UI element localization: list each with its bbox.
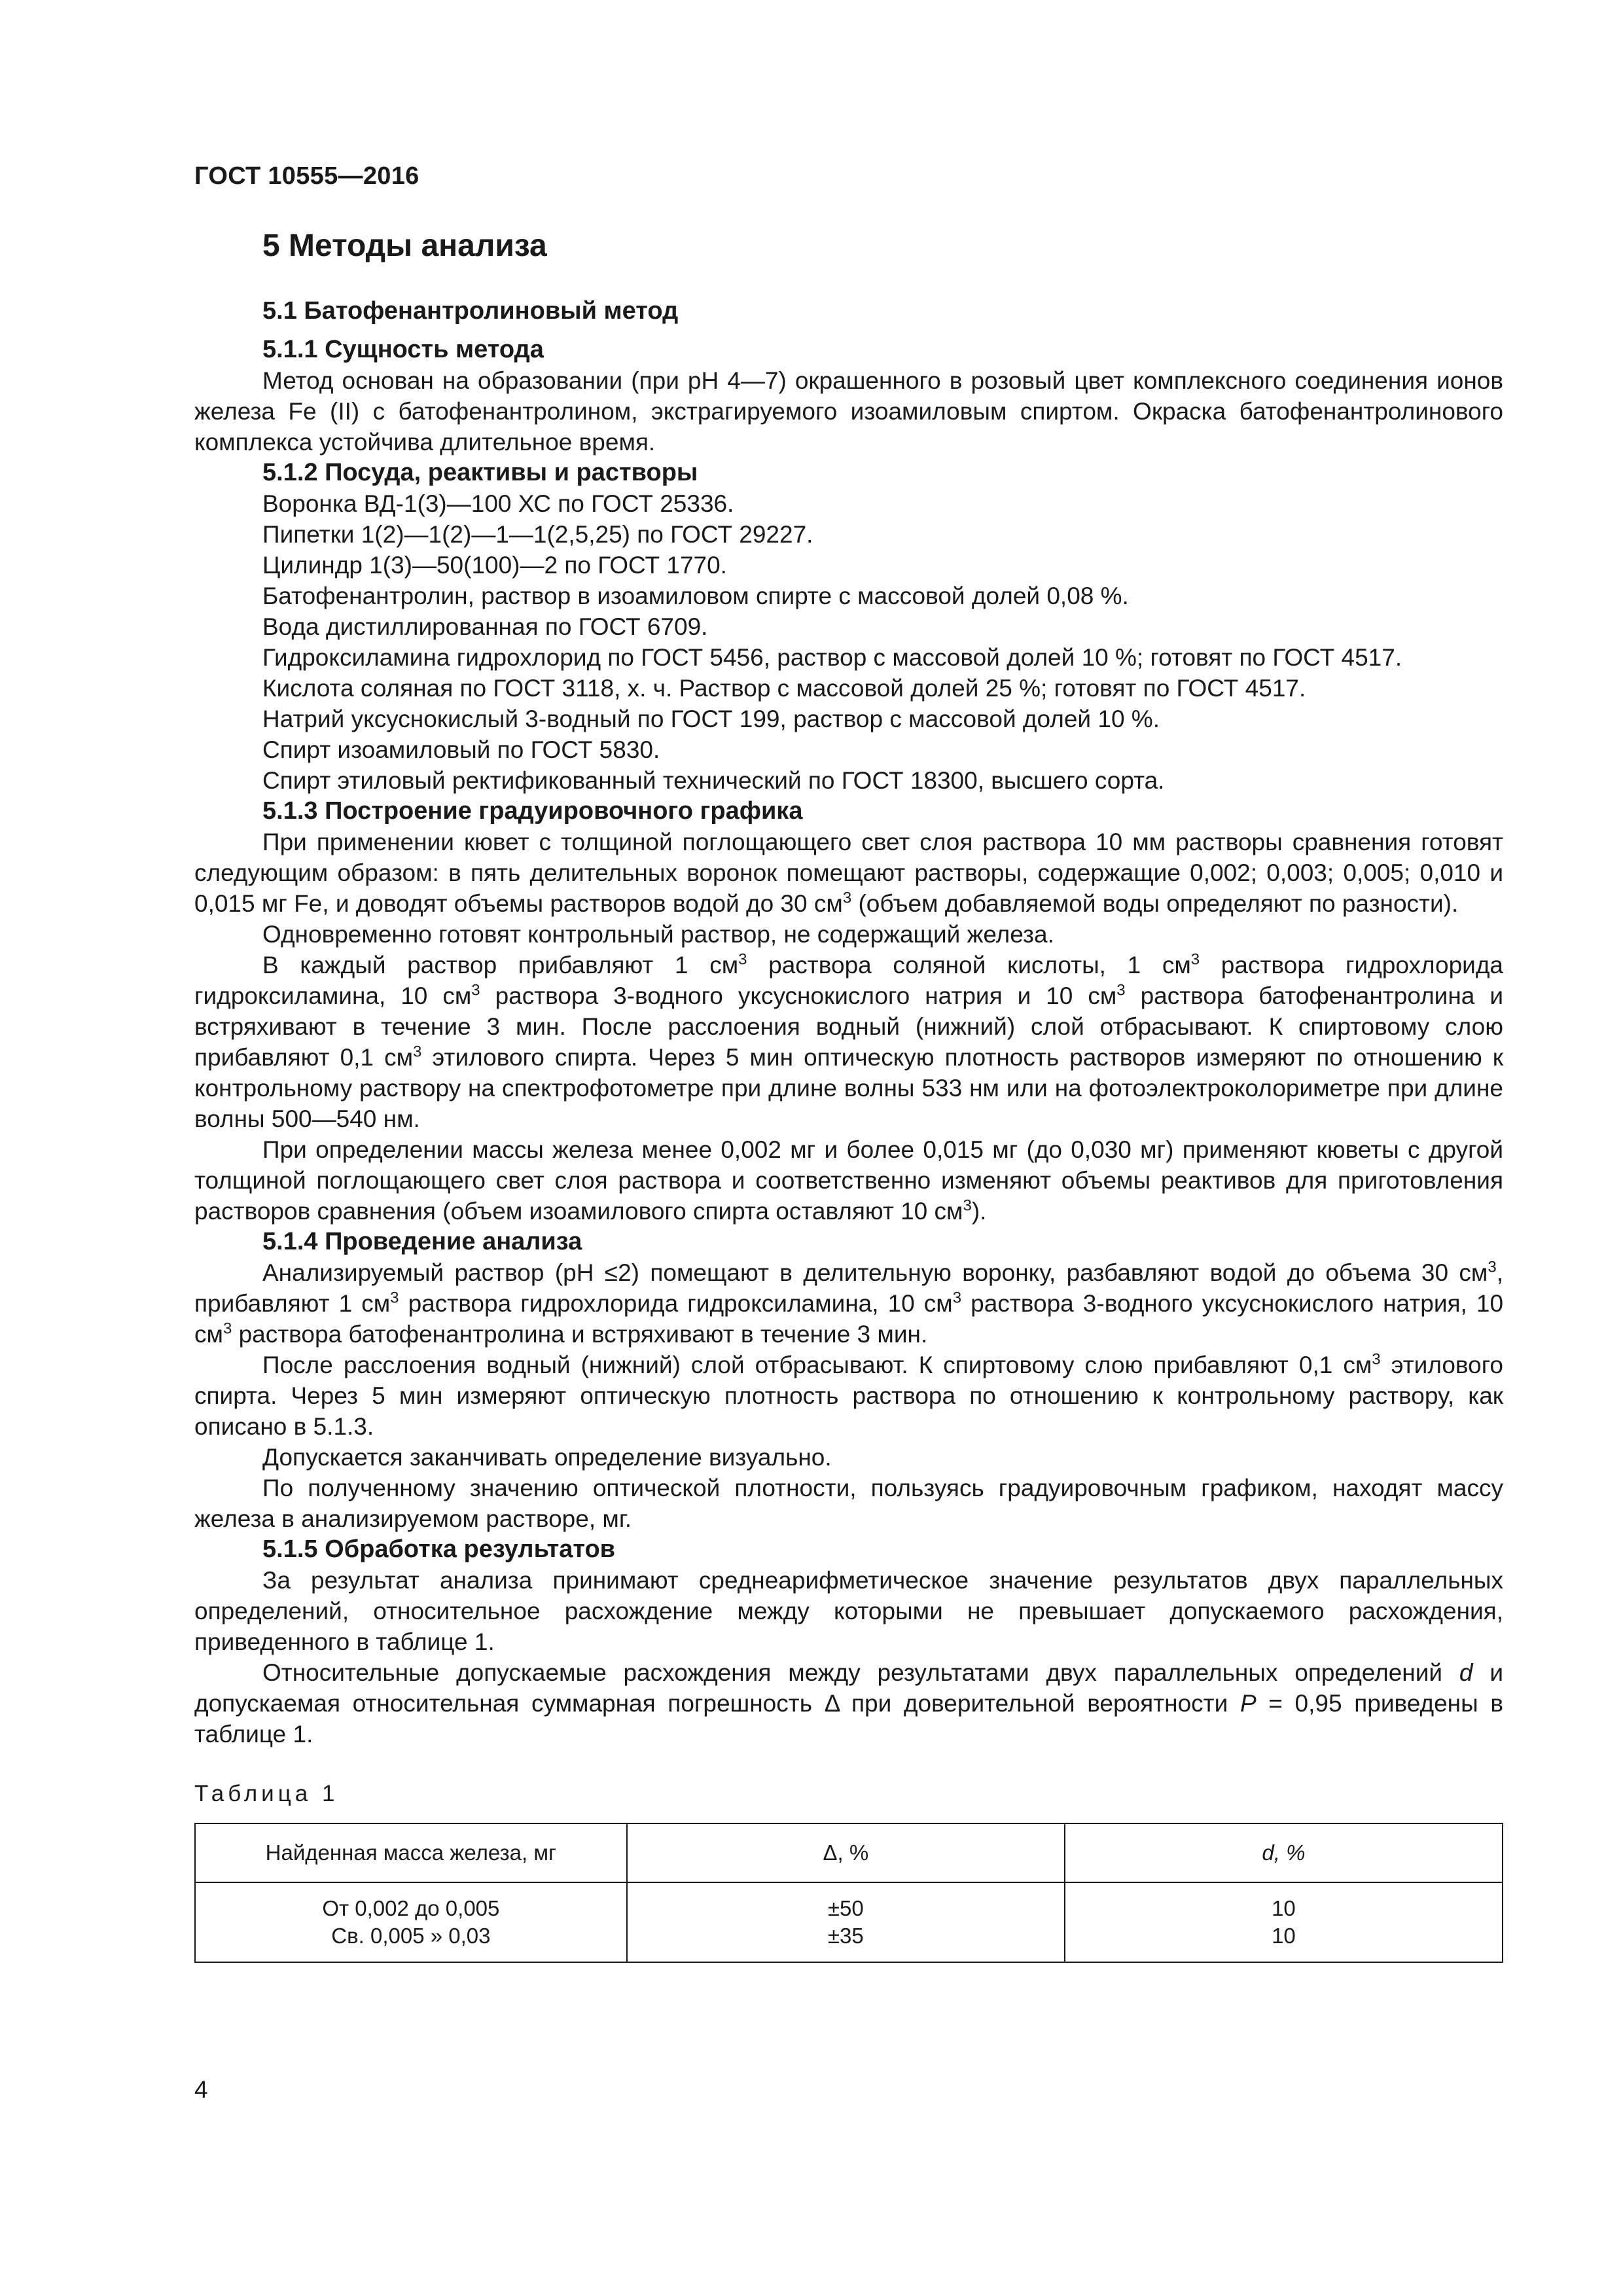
list-item: Цилиндр 1(3)—50(100)—2 по ГОСТ 1770. (262, 551, 727, 579)
clause-title-5-1-1: 5.1.1 Сущность метода (262, 335, 544, 363)
table-row (195, 1882, 1503, 1962)
list-item: Спирт изоамиловый по ГОСТ 5830. (262, 736, 660, 763)
table-header-cell: d, % (1065, 1823, 1503, 1882)
list-item: Батофенантролин, раствор в изоамиловом спирте с массовой долей 0,08 %. (262, 582, 1129, 609)
page-number: 4 (194, 2076, 208, 2103)
paragraph: Метод основан на образовании (при pH 4—7) окрашенного в розовый цвет комплексного соединения ионов железа Fe (II) с батофенантролином, экстрагируемого изоамиловым спиртом. Окраска батофенантролинового комплекса устойчива длительное время. (194, 367, 1503, 456)
list-item: Воронка ВД-1(3)—100 ХС по ГОСТ 25336. (262, 490, 734, 517)
reagent-list (194, 488, 1503, 796)
table-cell: 10 10 (1065, 1882, 1503, 1962)
paragraph: При применении кювет с толщиной поглощающего свет слоя раствора 10 мм растворы сравнения готовят следующим образом: в пять делительных воронок помещают растворы, содержащие 0,002; 0,003; 0,005; 0,010 и 0,015 мг Fe, и доводят объемы растворов водой до 30 $см^3$ (объем добавляемой воды определяют по разности). (194, 828, 1503, 917)
table-header-row (195, 1823, 1503, 1882)
table-header-cell: Найденная масса железа, мг (195, 1823, 627, 1882)
paragraph: После расслоения водный (нижний) слой отбрасывают. К спиртовому слою прибавляют 0,1 $см^3$ этилового спирта. Через 5 мин измеряют оптическую плотность раствора по отношению к контрольному раствору, как описано в 5.1.3. (194, 1350, 1503, 1440)
clause-title-5-1-4: 5.1.4 Проведение анализа (262, 1227, 582, 1255)
table-cell: ±50 ±35 (627, 1882, 1065, 1962)
page-content (194, 226, 1503, 1963)
section-title: 5 Методы анализа (262, 228, 547, 263)
paragraph: В каждый раствор прибавляют 1 $см^3$ раствора соляной кислоты, 1 $см^3$ раствора гидрохлорида гидроксиламина, 10 $см^3$ раствора 3-водного уксуснокислого натрия и 10 $см^3$ раствора батофенантролина и встряхивают в течение 3 мин. После расслоения водный (нижний) слой отбрасывают. К спиртовому слою прибавляют 0,1 $см^3$ этилового спирта. Через 5 мин оптическую плотность растворов измеряют по отношению к контрольному раствору на спектрофотометре при длине волны 533 нм или на фотоэлектроколориметре при длине волны 500—540 нм. (194, 950, 1504, 1132)
list-item: Спирт этиловый ректификованный технический по ГОСТ 18300, высшего сорта. (262, 766, 1165, 794)
paragraph: По полученному значению оптической плотности, пользуясь градуировочным графиком, находят массу железа в анализируемом растворе, мг. (194, 1474, 1503, 1532)
clause-title-5-1-2: 5.1.2 Посуда, реактивы и растворы (262, 458, 698, 486)
subsection-title: 5.1 Батофенантролиновый метод (262, 297, 679, 325)
list-item: Вода дистиллированная по ГОСТ 6709. (262, 613, 708, 640)
table-caption: Таблица 1 (194, 1780, 339, 1806)
table-header-cell: Δ, % (627, 1823, 1065, 1882)
paragraph: За результат анализа принимают среднеарифметическое значение результатов двух параллельных определений, относительное расхождение между которыми не превышает допускаемого расхождения, приведенного в таблице 1. (194, 1566, 1503, 1655)
table-1 (194, 1823, 1503, 1963)
paragraph: Допускается заканчивать определение визуально. (262, 1443, 832, 1471)
clause-title-5-1-3: 5.1.3 Построение градуировочного графика (262, 797, 803, 825)
paragraph: При определении массы железа менее 0,002 мг и более 0,015 мг (до 0,030 мг) применяют кюветы с другой толщиной поглощающего свет слоя раствора и соответственно изменяют объемы реактивов для приготовления растворов сравнения (объем изоамилового спирта оставляют 10 $см^3$). (194, 1136, 1503, 1225)
paragraph: Одновременно готовят контрольный раствор, не содержащий железа. (262, 920, 1054, 948)
list-item: Гидроксиламина гидрохлорид по ГОСТ 5456, раствор с массовой долей 10 %; готовят по ГОСТ 4517. (262, 643, 1402, 671)
list-item: Кислота соляная по ГОСТ 3118, х. ч. Раствор с массовой долей 25 %; готовят по ГОСТ 4517. (262, 674, 1306, 702)
paragraph: Анализируемый раствор (pH ≤2) помещают в делительную воронку, разбавляют водой до объема 30 $см^3$, прибавляют 1 $см^3$ раствора гидрохлорида гидроксиламина, 10 $см^3$ раствора 3-водного уксуснокислого натрия, 10 $см^3$ раствора батофенантролина и встряхивают в течение 3 мин. (194, 1258, 1504, 1348)
paragraph: Относительные допускаемые расхождения между результатами двух параллельных определений d и допускаемая относительная суммарная погрешность Δ при доверительной вероятности P = 0,95 приведены в таблице 1. (194, 1659, 1503, 1748)
list-item: Натрий уксуснокислый 3-водный по ГОСТ 199, раствор с массовой долей 10 %. (262, 705, 1160, 732)
table-cell: От 0,002 до 0,005 Св. 0,005 » 0,03 (195, 1882, 627, 1962)
clause-title-5-1-5: 5.1.5 Обработка результатов (262, 1535, 616, 1563)
document-number: ГОСТ 10555—2016 (194, 162, 419, 190)
list-item: Пипетки 1(2)—1(2)—1—1(2,5,25) по ГОСТ 29227. (262, 520, 813, 548)
